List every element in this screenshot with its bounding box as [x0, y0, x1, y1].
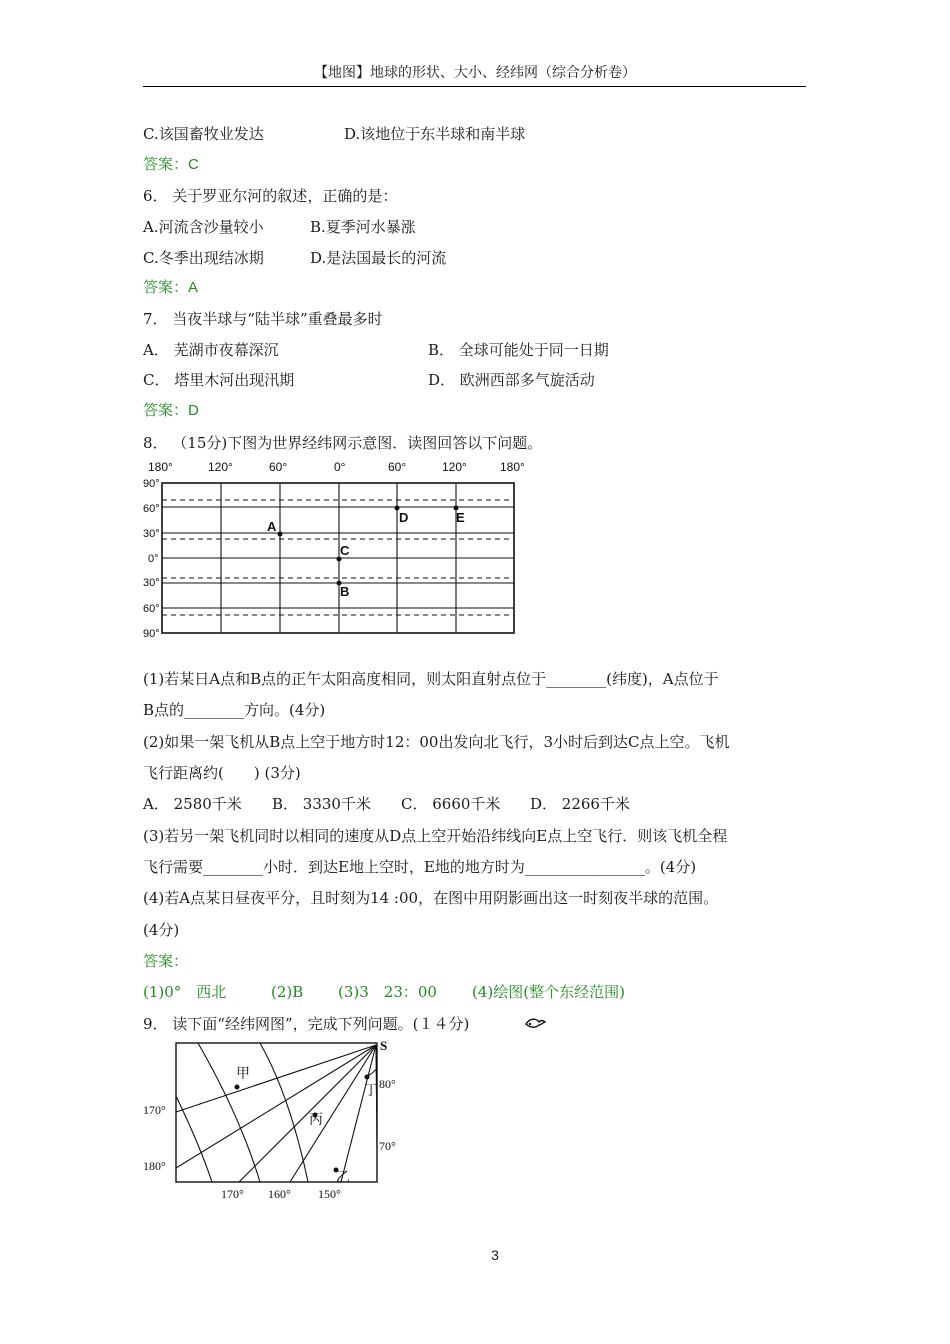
lat-label-60s: 60°	[143, 603, 160, 615]
q6-option-a: A.河流含沙量较小	[143, 218, 264, 236]
right-label-70: 70°	[379, 1139, 396, 1153]
q6-option-d: D.是法国最长的河流	[310, 249, 447, 267]
q5-option-d: D.该地位于东半球和南半球	[344, 125, 526, 143]
point-bing-label: 丙	[309, 1113, 323, 1128]
bottom-label-150: 150°	[318, 1187, 341, 1201]
q8-part3-line2: 飞行需要________小时．到达E地上空时，E地的地方时为________________。(4分)	[143, 858, 697, 876]
lon-label-180e: 180°	[500, 460, 525, 474]
q5-option-c: C.该国畜牧业发达	[143, 125, 264, 143]
lat-label-30s: 30°	[143, 577, 160, 589]
q8-part2-option-d: D． 2266千米	[530, 795, 630, 813]
q7-option-d: D． 欧洲西部多气旋活动	[428, 371, 595, 389]
q8-part2-line2: 飞行距离约( ) (3分)	[143, 764, 301, 782]
q8-part2-option-b: B． 3330千米	[272, 795, 371, 813]
world-graticule-figure	[140, 455, 532, 641]
south-pole-label: S	[380, 1038, 388, 1053]
q8-part1-line2: B点的________方向。(4分)	[143, 701, 326, 719]
point-ding-label: 丁	[364, 1084, 378, 1099]
lat-label-0: 0°	[148, 553, 159, 565]
page-header-title: 【地图】地球的形状、大小、经纬网（综合分析卷）	[314, 65, 636, 81]
q8-answer-part2: (2)B	[271, 983, 304, 1001]
lat-label-90s: 90°	[143, 628, 160, 640]
lon-label-0: 0°	[334, 460, 346, 474]
lon-label-120e: 120°	[442, 460, 467, 474]
point-a-dot	[278, 532, 283, 537]
q8-part2-line1: (2)如果一架飞机从B点上空于地方时12：00出发向北飞行，3小时后到达C点上空。飞机	[143, 733, 730, 751]
decorative-bird-icon	[524, 1014, 546, 1032]
q8-answer-label: 答案：	[143, 952, 189, 970]
q7-option-a: A． 芜湖市夜幕深沉	[143, 341, 279, 359]
point-b-label: B	[340, 584, 350, 599]
q7-option-b: B． 全球可能处于同一日期	[428, 341, 609, 359]
point-ding-dot	[365, 1075, 370, 1080]
right-label-80: 80°	[379, 1077, 396, 1091]
lat-label-60n: 60°	[143, 503, 160, 515]
q8-stem: 8． （15分)下图为世界经纬网示意图．读图回答以下问题。	[143, 434, 543, 452]
point-c-label: C	[340, 543, 350, 558]
point-e-label: E	[456, 510, 465, 525]
q6-answer: 答案：A	[143, 279, 199, 296]
bottom-label-160: 160°	[268, 1187, 291, 1201]
q7-stem: 7． 当夜半球与“陆半球”重叠最多时	[143, 310, 383, 328]
lon-label-60w: 60°	[269, 460, 288, 474]
q8-part1-line1: (1)若某日A点和B点的正午太阳高度相同，则太阳直射点位于________(纬度)，A点位于	[143, 670, 719, 688]
point-yi-label: 乙	[336, 1171, 350, 1186]
point-d-label: D	[399, 510, 409, 525]
q7-option-c: C． 塔里木河出现汛期	[143, 371, 295, 389]
q8-answer-part4: (4)绘图(整个东经范围)	[472, 983, 625, 1001]
q8-part3-line1: (3)若另一架飞机同时以相同的速度从D点上空开始沿纬线向E点上空飞行．则该飞机全程	[143, 827, 728, 845]
left-label-170: 170°	[143, 1103, 166, 1117]
lon-label-180w: 180°	[148, 460, 173, 474]
q8-part4-line2: (4分)	[143, 921, 180, 939]
q8-part4-line1: (4)若A点某日昼夜平分，且时刻为14 :00，在图中用阴影画出这一时刻夜半球的范围。	[143, 889, 719, 907]
q9-stem: 9． 读下面“经纬网图”，完成下列问题。(１４分)	[143, 1015, 470, 1033]
q6-option-b: B.夏季河水暴涨	[310, 218, 416, 236]
q8-part2-option-a: A． 2580千米	[143, 795, 242, 813]
header-divider	[143, 86, 806, 87]
left-label-180: 180°	[143, 1159, 166, 1173]
point-jia-dot	[235, 1085, 240, 1090]
point-a-label: A	[267, 519, 277, 534]
q6-option-c: C.冬季出现结冰期	[143, 249, 264, 267]
q8-answer-part3: (3)3 23：00	[338, 983, 437, 1001]
q8-answer-part1: (1)0° 西北	[143, 983, 227, 1001]
q6-stem: 6． 关于罗亚尔河的叙述，正确的是：	[143, 187, 398, 205]
polar-graticule-figure	[140, 1036, 410, 1206]
lon-label-60e: 60°	[388, 460, 407, 474]
q8-part2-option-c: C． 6660千米	[401, 795, 501, 813]
q7-answer: 答案：D	[143, 402, 199, 419]
page-number: 3	[491, 1247, 499, 1263]
bottom-label-170: 170°	[221, 1187, 244, 1201]
lon-label-120w: 120°	[208, 460, 233, 474]
lat-label-30n: 30°	[143, 528, 160, 540]
point-jia-label: 甲	[236, 1067, 250, 1082]
q5-answer: 答案：C	[143, 156, 199, 173]
lat-label-90n: 90°	[143, 478, 160, 490]
